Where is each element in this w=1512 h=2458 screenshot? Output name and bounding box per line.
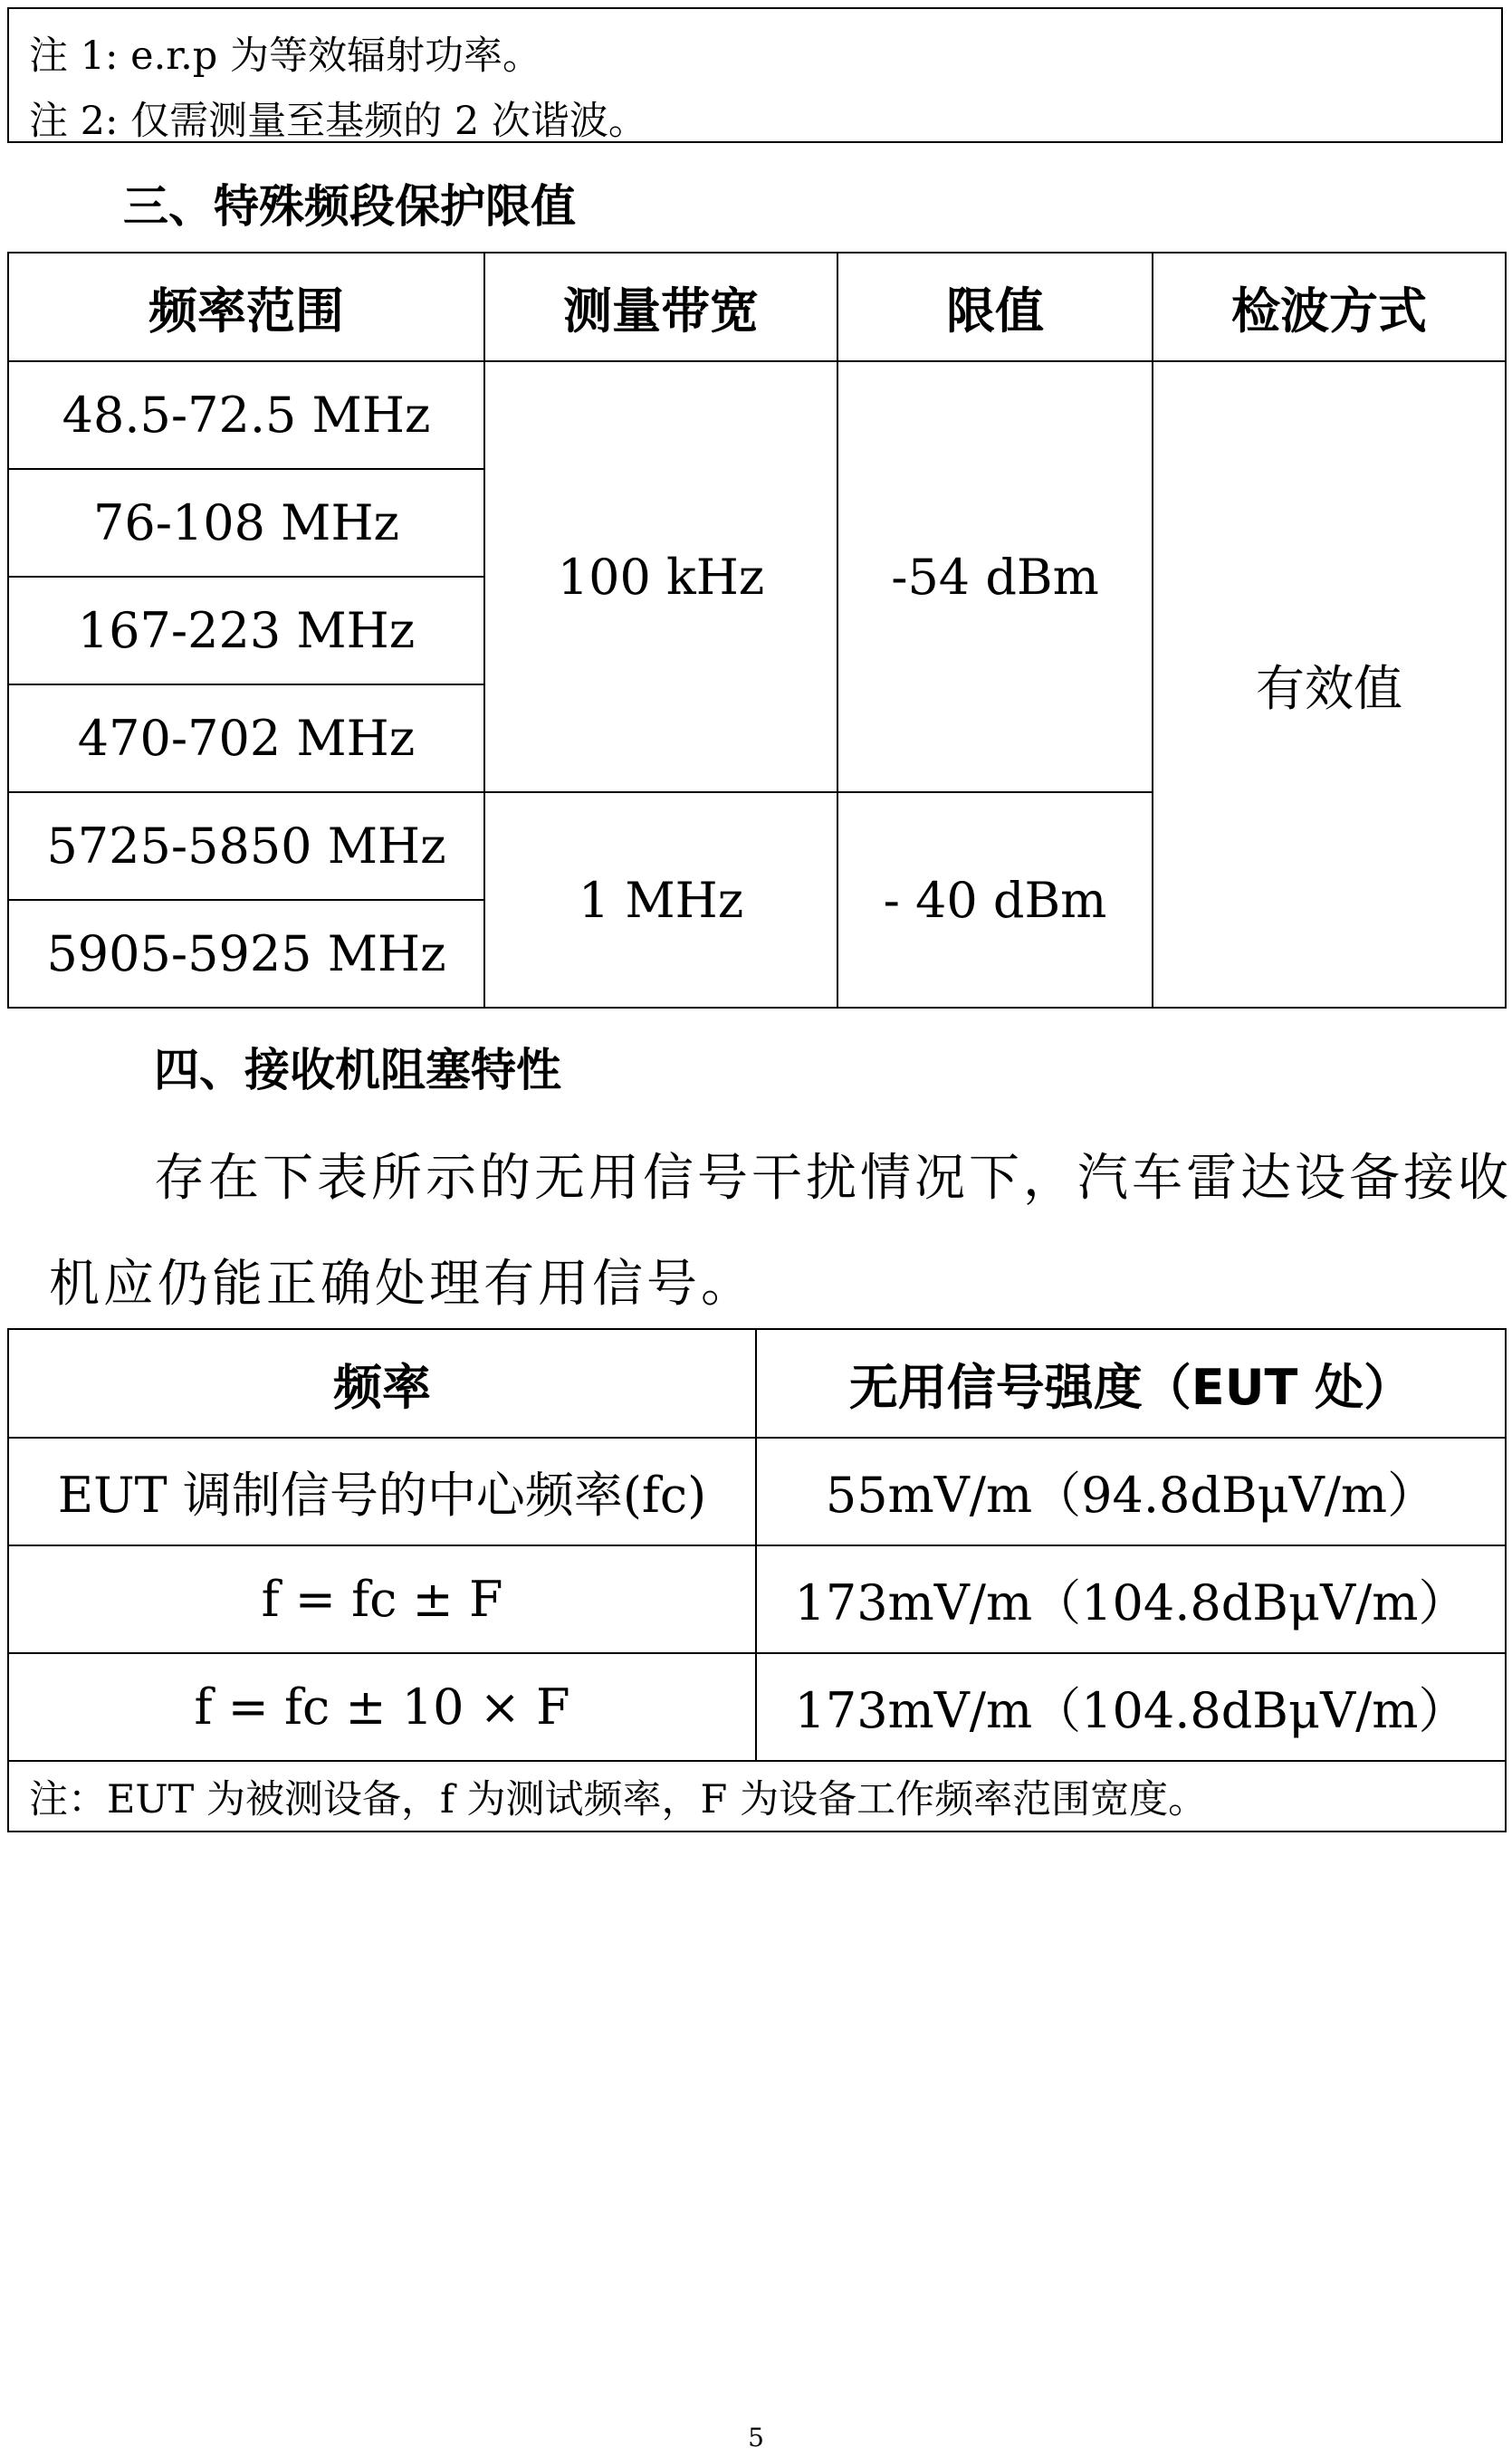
frequency-cell: 5905-5925 MHz [8,900,484,1008]
receiver-blocking-table [7,1328,1507,1832]
frequency-cell: 48.5-72.5 MHz [8,361,484,469]
bandwidth-cell: 100 kHz [484,361,837,792]
strength-cell: 55mV/m（94.8dBμV/m） [756,1438,1506,1545]
table-row [8,361,1506,469]
header-measurement-bandwidth: 测量带宽 [484,253,837,361]
detector-cell: 有效值 [1153,361,1506,1008]
frequency-cell: f = fc ± 10 × F [8,1653,756,1761]
table-row [8,1438,1506,1545]
table-header-row [8,1329,1506,1438]
note-harmonics: 注 2: 仅需测量至基频的 2 次谐波。 [29,99,647,144]
table-row [8,1653,1506,1761]
page-number: 5 [748,2423,764,2453]
header-frequency: 频率 [8,1329,756,1438]
table-header-row [8,253,1506,361]
strength-cell: 173mV/m（104.8dBμV/m） [756,1653,1506,1761]
frequency-cell: 5725-5850 MHz [8,792,484,900]
header-unwanted-signal-strength: 无用信号强度（EUT 处） [756,1329,1506,1438]
paragraph-line-1: 存在下表所示的无用信号干扰情况下，汽车雷达设备接收 [154,1149,1512,1208]
table-note-row [8,1761,1506,1832]
limit-cell: -54 dBm [837,361,1153,792]
frequency-cell: EUT 调制信号的中心频率(fc) [8,1438,756,1545]
header-limit: 限值 [837,253,1153,361]
frequency-cell: 76-108 MHz [8,469,484,577]
section-3-heading: 三、特殊频段保护限值 [123,180,576,233]
section-4-heading: 四、接收机阻塞特性 [154,1044,561,1096]
frequency-cell: 167-223 MHz [8,577,484,684]
note-erp: 注 1: e.r.p 为等效辐射功率。 [29,33,541,79]
frequency-cell: 470-702 MHz [8,684,484,792]
paragraph-line-2: 机应仍能正确处理有用信号。 [49,1255,755,1314]
header-frequency-range: 频率范围 [8,253,484,361]
protection-limits-table [7,252,1507,1009]
notes-box [7,7,1503,143]
table-note: 注：EUT 为被测设备，f 为测试频率，F 为设备工作频率范围宽度。 [8,1761,1506,1832]
bandwidth-cell: 1 MHz [484,792,837,1008]
limit-cell: - 40 dBm [837,792,1153,1008]
frequency-cell: f = fc ± F [8,1545,756,1653]
table-row [8,1545,1506,1653]
strength-cell: 173mV/m（104.8dBμV/m） [756,1545,1506,1653]
header-detector: 检波方式 [1153,253,1506,361]
